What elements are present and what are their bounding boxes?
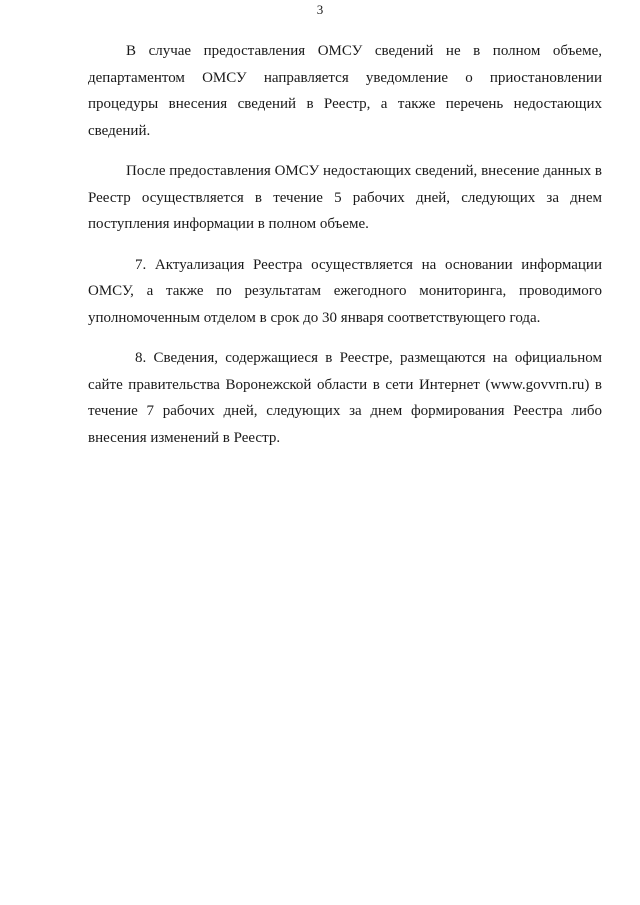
paragraph: [88, 158, 602, 238]
text-line: После предоставления ОМСУ недостающих сведений, внесение данных в: [126, 163, 602, 179]
page-number: 3: [316, 2, 324, 17]
text-line: сведений.: [88, 122, 151, 139]
text-line: сайте правительства Воронежской области в сети Интернет (www.govvrn.ru) в: [88, 376, 602, 393]
document-body: [88, 38, 602, 451]
text-line: внесения изменений в Реестр.: [88, 429, 281, 446]
text-line: Реестр осуществляется в течение 5 рабочих дней, следующих за днем: [88, 189, 602, 206]
text-line: 8. Сведения, содержащиеся в Реестре, размещаются на официальном: [135, 350, 602, 366]
text-line: процедуры внесения сведений в Реестр, а также перечень недостающих: [88, 96, 602, 112]
paragraph: [88, 345, 602, 451]
text-line: поступления информации в полном объеме.: [88, 216, 369, 232]
paragraph: [88, 38, 602, 144]
text-line: департаментом ОМСУ направляется уведомление о приостановлении: [88, 69, 602, 86]
text-line: течение 7 рабочих дней, следующих за днем формирования Реестра либо: [88, 403, 602, 419]
text-line: уполномоченным отделом в срок до 30 января соответствующего года.: [88, 309, 541, 326]
paragraph: [88, 252, 602, 332]
text-line: ОМСУ, а также по результатам ежегодного мониторинга, проводимого: [88, 283, 602, 299]
text-line: В случае предоставления ОМСУ сведений не в полном объеме,: [126, 43, 602, 59]
text-line: 7. Актуализация Реестра осуществляется на основании информации: [135, 256, 602, 273]
